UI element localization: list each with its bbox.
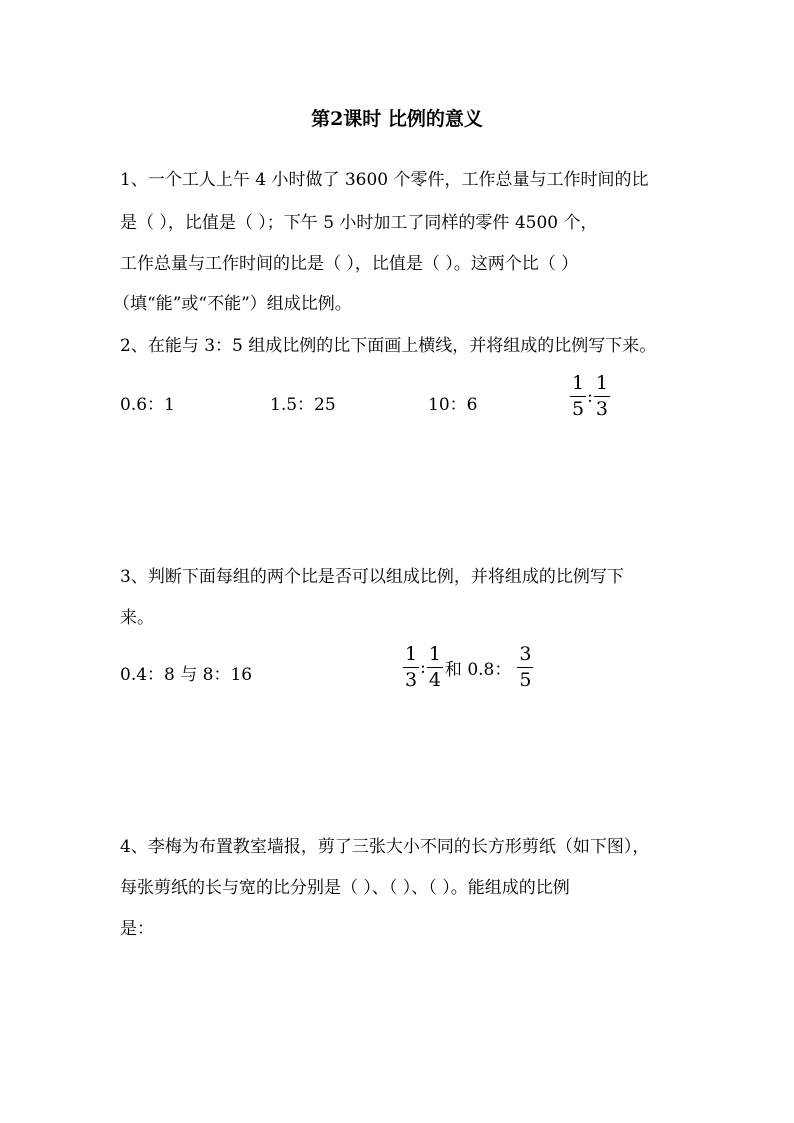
page-title: 第2课时 比例的意义 <box>311 108 483 130</box>
q2-option-4: $\frac{1}{5}$ : $\frac{1}{3}$ <box>572 372 608 420</box>
fraction-1-3: $\frac{1}{3}$ <box>405 643 418 691</box>
q4-line1: 4、李梅为布置教室墙报，剪了三张大小不同的长方形剪纸（如下图）， <box>120 837 650 857</box>
fraction-1-3: $\frac{1}{3}$ <box>595 372 608 420</box>
q3-group-1: 0.4：8 与 8：16 <box>120 665 253 685</box>
q3-line2: 来。 <box>120 608 154 628</box>
q1-line1: 1、一个工人上午 4 小时做了 3600 个零件，工作总量与工作时间的比 <box>120 170 649 190</box>
q1-line4: （填“能”或“不能”）组成比例。 <box>113 294 352 314</box>
q4-line3: 是： <box>120 919 154 939</box>
q4-line2: 每张剪纸的长与宽的比分别是（ ）、（ ）、（ ）。能组成的比例 <box>120 878 570 898</box>
fraction-1-5: $\frac{1}{5}$ <box>572 372 585 420</box>
q2-line1: 2、在能与 3：5 组成比例的比下面画上横线，并将组成的比例写下来。 <box>120 336 657 356</box>
q2-option-3: 10：6 <box>428 395 478 415</box>
q3-and-text: 和 0.8： <box>444 660 512 680</box>
q1-line3: 工作总量与工作时间的比是（ ），比值是（ ）。这两个比（ ） <box>120 254 579 274</box>
q2-option-2: 1.5：25 <box>270 395 336 415</box>
q3-group-2: $\frac{1}{3}$ : $\frac{1}{4}$ 和 0.8： $\frac{3}{5}$ <box>405 643 532 691</box>
q1-line2: 是（ ），比值是（ ）；下午 5 小时加工了同样的零件 4500 个， <box>120 213 598 233</box>
fraction-3-5: $\frac{3}{5}$ <box>519 643 532 691</box>
q3-line1: 3、判断下面每组的两个比是否可以组成比例，并将组成的比例写下 <box>120 567 624 587</box>
fraction-1-4: $\frac{1}{4}$ <box>428 643 441 691</box>
q2-option-1: 0.6：1 <box>120 395 175 415</box>
